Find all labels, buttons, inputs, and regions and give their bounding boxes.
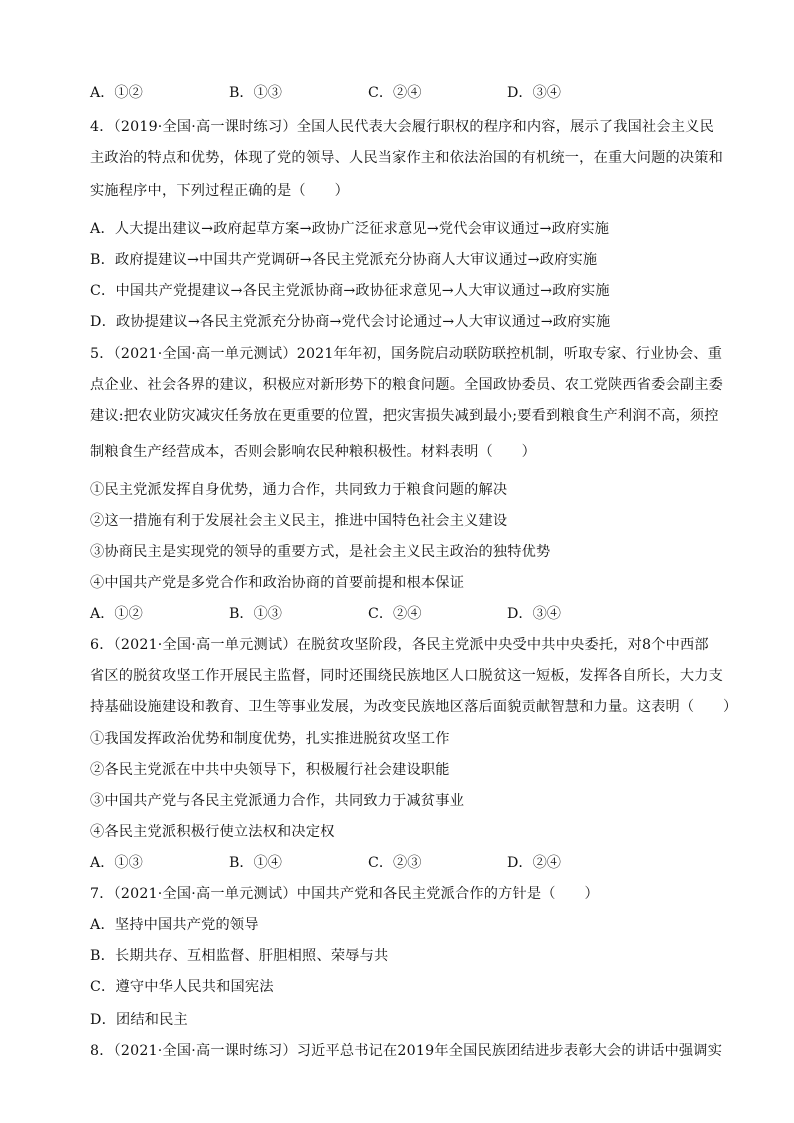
question-text: 8．（2021·全国·高一课时练习）习近平总书记在2019年全国民族团结进步表彰大会的讲话中强调实 [90,1043,723,1059]
statement-item: ②各民主党派在中共中央领导下，积极履行社会建设职能 [90,762,450,778]
choice-d[interactable]: D．③④ [507,85,561,101]
option-c[interactable]: C．遵守中华人民共和国宪法 [90,979,274,995]
option-d[interactable]: D．政协提建议→各民主党派充分协商→党代会讨论通过→人大审议通过→政府实施 [90,314,611,330]
choice-d[interactable]: D．③④ [507,606,561,622]
statement-item: ③协商民主是实现党的领导的重要方式，是社会主义民主政治的独特优势 [90,544,551,560]
question-text: 制粮食生产经营成本，否则会影响农民种粮积极性。材料表明（ ） [90,444,537,460]
statement-item: ③中国共产党与各民主党派通力合作，共同致力于减贫事业 [90,793,465,809]
question-text: 省区的脱贫攻坚工作开展民主监督，同时还围绕民族地区人口脱贫这一短板，发挥各自所长，大力支 [90,668,724,684]
option-b[interactable]: B．政府提建议→中国共产党调研→各民主党派充分协商人大审议通过→政府实施 [90,252,598,268]
choice-c[interactable]: C．②④ [368,606,422,622]
option-b[interactable]: B．长期共存、互相监督、肝胆相照、荣辱与共 [90,948,389,964]
option-c[interactable]: C．中国共产党提建议→各民主党派协商→政协征求意见→人大审议通过→政府实施 [90,283,610,299]
question-text: 7．（2021·全国·高一单元测试）中国共产党和各民主党派合作的方针是（ ） [90,886,599,902]
choice-a[interactable]: A．①② [90,85,143,101]
choice-b[interactable]: B．①③ [229,606,282,622]
option-d[interactable]: D．团结和民主 [90,1012,188,1028]
choice-a[interactable]: A．①③ [90,855,143,871]
question-text: 建议:把农业防灾减灾任务放在更重要的位置，把灾害损失减到最小;要看到粮食生产利润不高，须控 [90,408,719,424]
question-text: 持基础设施建设和教育、卫生等事业发展，为改变民族地区落后面貌贡献智慧和力量。这表明（ ） [90,699,738,715]
statement-item: ②这一措施有利于发展社会主义民主，推进中国特色社会主义建设 [90,513,508,529]
option-a[interactable]: A．坚持中国共产党的领导 [90,917,259,933]
choice-c[interactable]: C．②③ [368,855,422,871]
question-text: 点企业、社会各界的建议，积极应对新形势下的粮食问题。全国政协委员、农工党陕西省委会副主委 [90,377,724,393]
question-text: 主政治的特点和优势，体现了党的领导、人民当家作主和依法治国的有机统一，在重大问题的决策和 [90,150,724,166]
option-a[interactable]: A．人大提出建议→政府起草方案→政协广泛征求意见→党代会审议通过→政府实施 [90,221,610,237]
statement-item: ①我国发挥政治优势和制度优势，扎实推进脱贫攻坚工作 [90,731,450,747]
choice-a[interactable]: A．①② [90,606,143,622]
choice-b[interactable]: B．①③ [229,85,282,101]
statement-item: ④各民主党派积极行使立法权和决定权 [90,824,335,840]
question-text: 实施程序中，下列过程正确的是（ ） [90,183,349,199]
question-text: 4．（2019·全国·高一课时练习）全国人民代表大会履行职权的程序和内容，展示了我国社会主义民 [90,119,714,135]
choice-d[interactable]: D．②④ [507,855,561,871]
choice-b[interactable]: B．①④ [229,855,282,871]
statement-item: ①民主党派发挥自身优势，通力合作，共同致力于粮食问题的解决 [90,482,508,498]
statement-item: ④中国共产党是多党合作和政治协商的首要前提和根本保证 [90,575,465,591]
question-text: 6．（2021·全国·高一单元测试）在脱贫攻坚阶段，各民主党派中央受中共中央委托，对8个中西部 [90,637,709,653]
choice-c[interactable]: C．②④ [368,85,422,101]
question-text: 5．（2021·全国·高一单元测试）2021年年初，国务院启动联防联控机制，听取专家、行业协会、重 [90,346,723,362]
